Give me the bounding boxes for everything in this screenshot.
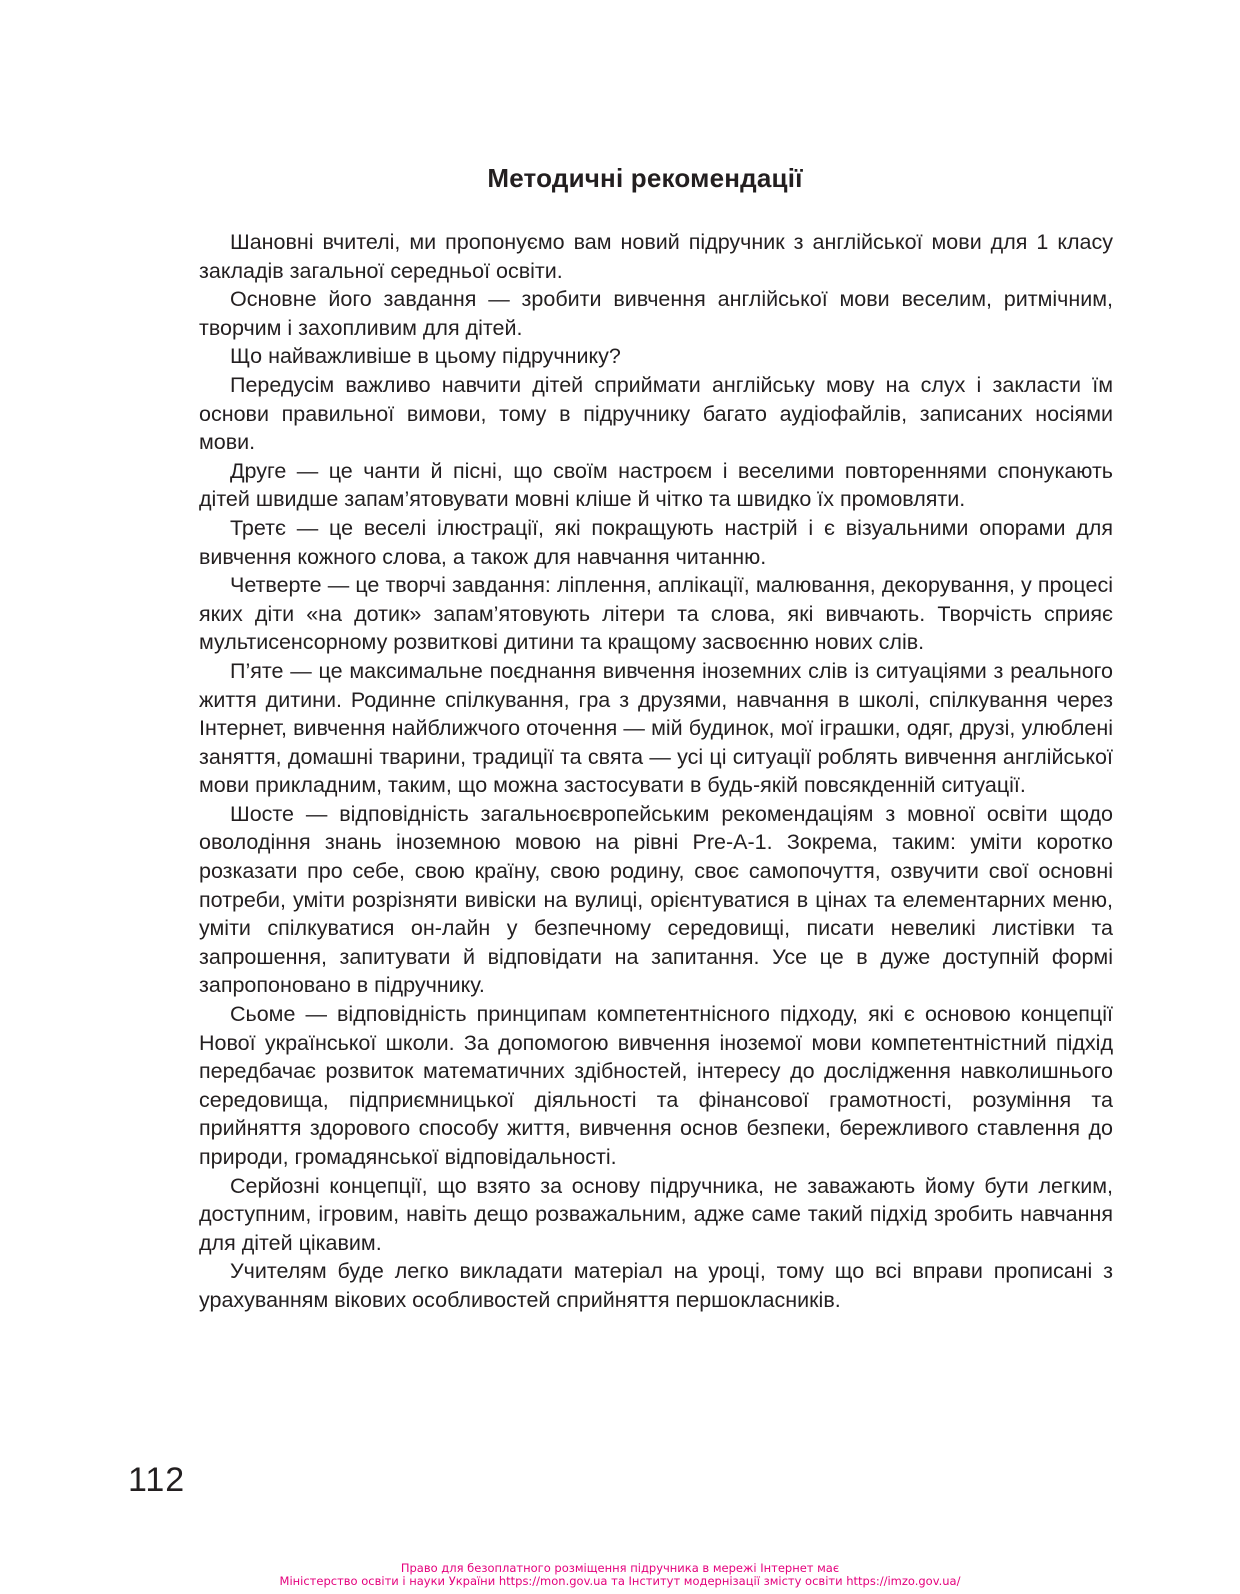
paragraph-third: Третє — це веселі ілюстрації, які покращують настрій і є візуальними опорами для вивчення кожного слова, а також для навчання читанню. <box>199 515 1113 569</box>
paragraph-intro: Шановні вчителі, ми пропонуємо вам новий підручник з англійської мови для 1 класу закладів загальної середньої освіти. <box>199 230 1113 283</box>
paragraph-teachers: Учителям буде легко викладати матеріал на уроці, тому що всі вправи прописані з урахуванням вікових особливостей сприйняття першокласників. <box>199 1259 1113 1312</box>
paragraph-question: Що найважливіше в цьому підручнику? <box>230 344 621 369</box>
paragraph-second: Друге — це чанти й пісні, що своїм настроєм і веселими повтореннями спонукають дітей швидше запам’ятовувати мовні кліше й чітко та швидко їх промовляти. <box>199 458 1113 512</box>
page-number: 112 <box>128 1461 186 1499</box>
paragraph-seventh: Сьоме — відповідність принципам компетентнісного підходу, які є основою концепції Нової української школи. За допомогою вивчення іноземої мови компетентністний підхід передбачає розвиток математичних здібностей, інтересу до дослідження навколишнього середовища, підприємницької діяльності та фінансової грамотності, розуміння та прийняття здорового способу життя, вивчення основ безпеки, бережливого ставлення до природи, громадянської відповідальності. <box>199 1002 1113 1169</box>
footer-line-ministry: Міністерство освіти і науки України https://mon.gov.ua та Інститут модернізації змісту освіти https://imzo.gov.ua/ <box>279 1574 961 1588</box>
copyright-footer <box>0 1562 1240 1588</box>
paragraph-main-task: Основне його завдання — зробити вивчення англійської мови веселим, ритмічним, творчим і захопливим для дітей. <box>199 287 1113 340</box>
paragraph-first: Передусім важливо навчити дітей сприймати англійську мову на слух і закласти їм основи правильної вимови, тому в підручнику багато аудіофайлів, записаних носіями мови. <box>199 372 1113 455</box>
paragraph-sixth: Шосте — відповідність загальноєвропейським рекомендаціям з мовної освіти щодо оволодіння знань іноземною мовою на рівні Pre-A-1. Зокрема, таким: уміти коротко розказати про себе, свою країну, свою родину, своє самопочуття, озвучити свої основні потреби, уміти розрізняти вивіски на вулиці, орієнтуватися в цінах та елементарних меню, уміти спілкуватися он-лайн у безпечному середовищі, писати невеликі листівки та запрошення, запитувати й відповідати на запитання. Усе це в дуже доступній формі запропоновано в підручнику. <box>199 801 1113 998</box>
body-text <box>199 228 1113 1315</box>
paragraph-fourth: Четверте — це творчі завдання: ліплення, аплікації, малювання, декорування, у процесі яких діти «на дотик» запам’ятовують літери та слова, які вивчають. Творчість сприяє мультисенсорному розвиткові дитини та кращому засвоєнню нових слів. <box>199 573 1113 655</box>
paragraph-fifth: П’яте — це максимальне поєднання вивчення іноземних слів із ситуаціями з реального життя дитини. Родинне спілкування, гра з друзями, навчання в школі, спілкування через Інтернет, вивчення найближчого оточення — мій будинок, мої іграшки, одяг, друзі, улюблені заняття, домашні тварини, традиції та свята — усі ці ситуації роблять вивчення англійської мови прикладним, таким, що можна застосувати в будь-якій повсякденній ситуації. <box>199 658 1113 798</box>
paragraph-concepts: Серйозні концепції, що взято за основу підручника, не заважають йому бути легким, доступним, ігровим, навіть дещо розважальним, адже саме такий підхід зробить навчання для дітей цікавим. <box>199 1173 1113 1255</box>
page-title: Методичні рекомендації <box>487 163 803 193</box>
footer-line-rights: Право для безоплатного розміщення підручника в мережі Інтернет має <box>400 1561 840 1575</box>
